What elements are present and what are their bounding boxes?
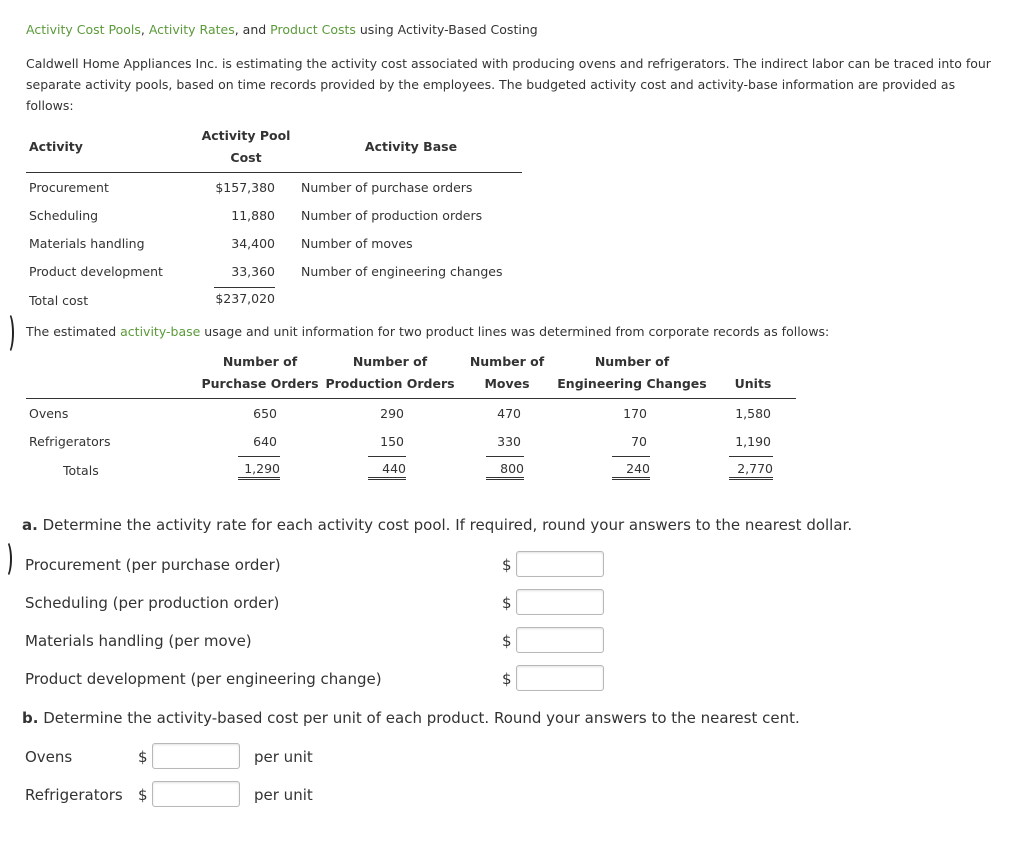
per-unit-suffix: per unit xyxy=(254,748,313,766)
rate-input-product-development[interactable] xyxy=(516,665,604,691)
rate-label-procurement: Procurement (per purchase order) xyxy=(25,556,281,574)
table1-row-cost: 33,360 xyxy=(231,264,275,279)
col-header-purchase-orders-1: Number of xyxy=(222,354,298,369)
table1-row-cost: 11,880 xyxy=(231,208,275,223)
col-header-production-orders-2: Production Orders xyxy=(325,376,455,391)
part-b-prompt xyxy=(22,709,800,727)
paren-marker xyxy=(0,540,12,578)
table1-row-activity: Scheduling xyxy=(29,208,99,223)
table2-cell: 150 xyxy=(380,434,404,449)
table1-total-value: $237,020 xyxy=(214,287,275,306)
intro-line-2: separate activity pools, based on time records provided by the employees. The budgeted activity cost and activity-base information are provided as xyxy=(26,77,956,92)
table1-row-activity: Product development xyxy=(29,264,163,279)
table1-row-base: Number of production orders xyxy=(301,208,483,223)
table1-row-activity: Materials handling xyxy=(29,236,145,251)
title-sep: , and xyxy=(234,22,271,37)
table2-header-rule xyxy=(26,398,796,399)
table2-totals-label: Totals xyxy=(63,463,99,478)
col-header-moves-2: Moves xyxy=(484,376,530,391)
link-activity-cost-pools[interactable]: Activity Cost Pools xyxy=(26,22,141,37)
col-header-activity: Activity xyxy=(29,139,83,154)
unit-cost-label-ovens: Ovens xyxy=(25,748,73,766)
unit-cost-input-refrigerators[interactable] xyxy=(152,781,240,807)
col-header-pool-cost-1: Activity Pool xyxy=(201,128,291,143)
table2-cell: 470 xyxy=(497,406,521,421)
currency-symbol: $ xyxy=(502,594,512,612)
table1-header-rule xyxy=(26,172,522,173)
part-a-text: Determine the activity rate for each activity cost pool. If required, round your answers to the nearest dollar. xyxy=(37,516,853,534)
currency-symbol: $ xyxy=(138,786,148,804)
table2-total-cell: 2,770 xyxy=(729,456,773,476)
table2-cell: 1,190 xyxy=(735,434,771,449)
part-b-text: Determine the activity-based cost per unit of each product. Round your answers to the nearest cent. xyxy=(38,709,800,727)
table2-cell: 640 xyxy=(253,434,277,449)
rate-input-scheduling[interactable] xyxy=(516,589,604,615)
col-header-eng-changes-2: Engineering Changes xyxy=(557,376,707,391)
rate-input-procurement[interactable] xyxy=(516,551,604,577)
currency-symbol: $ xyxy=(502,632,512,650)
table2-total-cell: 1,290 xyxy=(238,456,280,476)
paren-marker xyxy=(2,312,14,354)
table1-row-activity: Procurement xyxy=(29,180,109,195)
table1-row-cost: $157,380 xyxy=(215,180,275,195)
part-a-prompt xyxy=(22,516,852,534)
unit-cost-label-refrigerators: Refrigerators xyxy=(25,786,123,804)
table2-cell: 1,580 xyxy=(735,406,771,421)
usage-pre: The estimated xyxy=(26,324,121,339)
intro-line-1: Caldwell Home Appliances Inc. is estimating the activity cost associated with producing ovens and refrigerators. The indirect labor can be traced into four xyxy=(26,56,991,71)
currency-symbol: $ xyxy=(138,748,148,766)
link-activity-rates[interactable]: Activity Rates xyxy=(148,22,235,37)
unit-cost-input-ovens[interactable] xyxy=(152,743,240,769)
title-sep: , xyxy=(140,22,149,37)
col-header-production-orders-1: Number of xyxy=(352,354,428,369)
col-header-eng-changes-1: Number of xyxy=(594,354,670,369)
currency-symbol: $ xyxy=(502,670,512,688)
currency-symbol: $ xyxy=(502,556,512,574)
link-product-costs[interactable]: Product Costs xyxy=(270,22,356,37)
col-header-moves-1: Number of xyxy=(469,354,545,369)
table2-cell: 290 xyxy=(380,406,404,421)
table2-cell: 170 xyxy=(623,406,647,421)
table1-row-base: Number of purchase orders xyxy=(301,180,473,195)
table2-total-cell: 800 xyxy=(486,456,524,476)
table2-total-cell: 240 xyxy=(612,456,650,476)
table1-row-base: Number of moves xyxy=(301,236,413,251)
title-rest: using Activity-Based Costing xyxy=(355,22,538,37)
table2-cell: 650 xyxy=(253,406,277,421)
table2-row-label: Refrigerators xyxy=(29,434,111,449)
usage-post: usage and unit information for two product lines was determined from corporate records as follows: xyxy=(200,324,830,339)
table2-cell: 330 xyxy=(497,434,521,449)
page-title xyxy=(26,22,538,37)
table2-total-cell: 440 xyxy=(368,456,406,476)
rate-input-materials-handling[interactable] xyxy=(516,627,604,653)
table2-row-label: Ovens xyxy=(29,406,69,421)
rate-label-materials-handling: Materials handling (per move) xyxy=(25,632,252,650)
table1-row-base: Number of engineering changes xyxy=(301,264,503,279)
table1-total-label: Total cost xyxy=(29,293,89,308)
intro-line-3: follows: xyxy=(26,98,74,113)
part-b-letter: b. xyxy=(22,709,39,727)
per-unit-suffix: per unit xyxy=(254,786,313,804)
table2-cell: 70 xyxy=(631,434,647,449)
col-header-purchase-orders-2: Purchase Orders xyxy=(201,376,319,391)
usage-sentence xyxy=(26,324,829,339)
rate-label-product-development: Product development (per engineering change) xyxy=(25,670,382,688)
col-header-pool-cost-2: Cost xyxy=(230,150,262,165)
rate-label-scheduling: Scheduling (per production order) xyxy=(25,594,280,612)
col-header-activity-base: Activity Base xyxy=(364,139,458,154)
part-a-letter: a. xyxy=(22,516,38,534)
table1-row-cost: 34,400 xyxy=(231,236,275,251)
link-activity-base[interactable]: activity-base xyxy=(120,324,201,339)
col-header-units-2: Units xyxy=(734,376,772,391)
